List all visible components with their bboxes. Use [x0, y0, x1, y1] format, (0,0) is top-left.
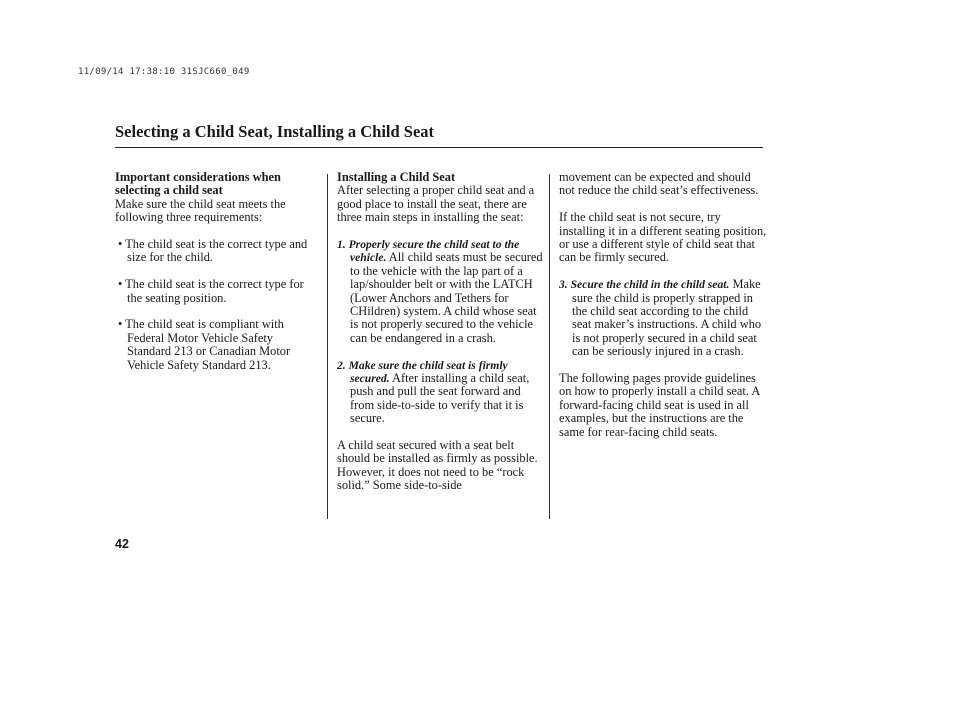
column-divider: [327, 174, 328, 519]
seatbelt-paragraph: A child seat secured with a seat belt should be installed as firmly as possible. However, it does not need to be “rock solid.” Some side-to-side: [337, 438, 538, 493]
step-3-lead: 3. Secure the child in the child seat.: [559, 278, 730, 292]
column-divider: [549, 174, 550, 519]
installing-intro: After selecting a proper child seat and a good place to install the seat, there are three main steps in installing the seat:: [337, 183, 535, 225]
print-timestamp: 11/09/14 17:38:10 31SJC660_049: [78, 67, 250, 77]
page-title: Selecting a Child Seat, Installing a Child Seat: [115, 122, 435, 141]
step-2: [337, 359, 543, 426]
requirement-text: The child seat is the correct type and size for the child.: [125, 237, 308, 265]
step-3: [559, 278, 769, 358]
step-2-body: After installing a child seat, push and pull the seat forward and from side-to-side to verify that it is secure.: [350, 371, 530, 426]
considerations-heading: Important considerations when selecting a child seat: [115, 170, 281, 198]
step-2-lead: 2. Make sure the child seat is firmly secured.: [337, 358, 508, 386]
step-1: [337, 238, 543, 345]
requirement-item: • The child seat is the correct type and size for the child.: [118, 237, 308, 265]
not-secure-paragraph: If the child seat is not secure, try installing it in a different seating position, or use a different style of child seat that can be firmly secured.: [559, 210, 767, 265]
column-continued: [559, 171, 769, 439]
page-number: 42: [115, 537, 129, 551]
requirement-item: • The child seat is the correct type for the seating position.: [118, 277, 304, 305]
requirement-text: The child seat is the correct type for the seating position.: [125, 277, 304, 305]
requirement-text: The child seat is compliant with Federal Motor Vehicle Safety Standard 213 or Canadian Motor Vehicle Safety Standard 213.: [125, 317, 291, 372]
requirement-item: • The child seat is compliant with Federal Motor Vehicle Safety Standard 213 or Canadian Motor Vehicle Safety Standard 213.: [118, 317, 291, 372]
column-installing: [337, 171, 543, 493]
column-considerations: [115, 171, 317, 372]
considerations-intro: Make sure the child seat meets the following three requirements:: [115, 196, 286, 225]
step-1-lead: 1. Properly secure the child seat to the vehicle.: [337, 238, 520, 265]
movement-paragraph: movement can be expected and should not reduce the child seat’s effectiveness.: [559, 170, 759, 198]
step-3-body: Make sure the child is properly strapped in the child seat according to the child seat maker’s instructions. A child who is not properly secured in a child seat can be seriously injured in a crash.: [572, 277, 762, 359]
title-rule: [115, 147, 763, 148]
installing-heading: Installing a Child Seat: [337, 170, 456, 184]
step-1-body: All child seats must be secured to the vehicle with the lap part of a lap/shoulder belt or with the LATCH (Lower Anchors and Tethers for CHildren) system. A child whose seat is not properly secured to the vehicle can be endangered in a crash.: [350, 250, 543, 345]
following-pages-paragraph: The following pages provide guidelines on how to properly install a child seat. A forward-facing child seat is used in all examples, but the instructions are the same for rear-facing child seats.: [559, 371, 760, 439]
